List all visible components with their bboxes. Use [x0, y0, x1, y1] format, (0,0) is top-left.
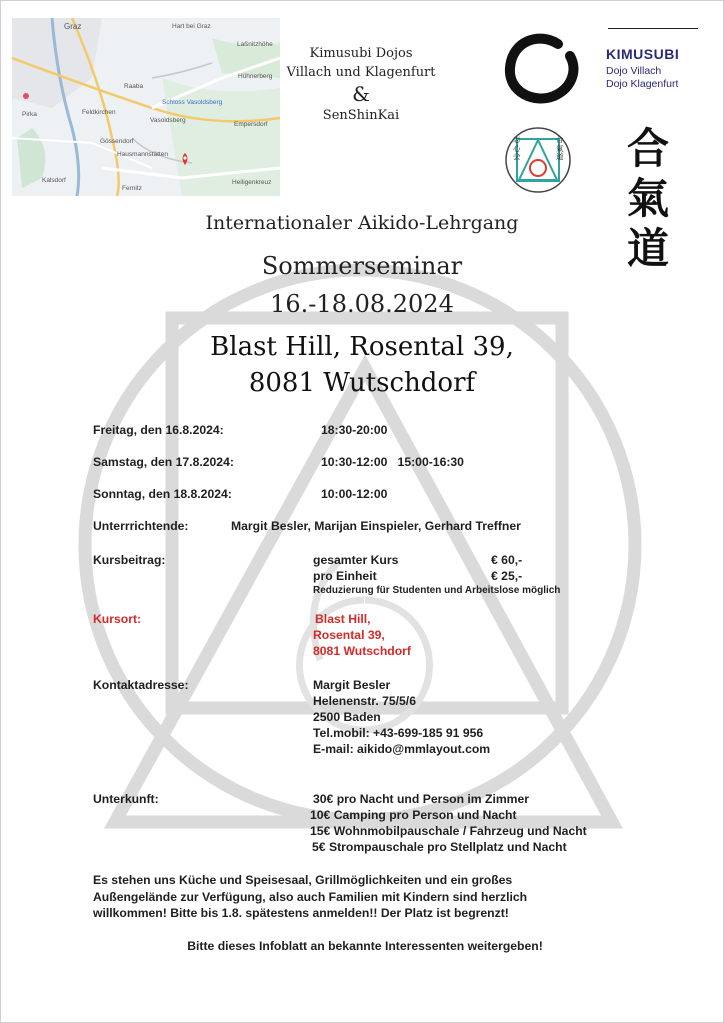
org-line-3: SenShinKai	[322, 108, 400, 123]
map-label: Graz	[64, 22, 82, 31]
map-label: Gössendorf	[100, 138, 134, 145]
map-label: Hart bei Graz	[172, 23, 211, 30]
schedule-day: Sonntag, den 18.8.2024:	[93, 487, 232, 501]
venue-title-line-2: 8081 Wutschdorf	[248, 368, 476, 398]
schedule-times: 10:00-12:00	[321, 487, 388, 501]
map-label: Laßnitzhöhe	[237, 41, 273, 48]
map-label: Fernitz	[122, 185, 142, 192]
enso-logo-icon	[500, 30, 584, 110]
map-label: Schloss Vasoldsberg	[162, 99, 223, 106]
info-line: willkommen! Bitte bis 1.8. spätestens anmelden!! Der Platz ist begrenzt!	[93, 906, 509, 920]
contact-line: Margit Besler	[313, 678, 391, 692]
ampersand: &	[352, 82, 370, 106]
map-label: Pirka	[22, 111, 37, 118]
kanji-char: 道	[626, 224, 669, 273]
seminar-dates: 16.-18.08.2024	[270, 290, 454, 318]
instructors-label: Unterrrichtende:	[93, 519, 189, 533]
event-type: Internationaler Aikido-Lehrgang	[205, 212, 519, 234]
kanji-char: 氣	[626, 174, 669, 223]
map-label: Vasoldsberg	[150, 117, 186, 124]
contact-line: Helenenstr. 75/5/6	[313, 694, 416, 708]
accommodation-line: 30€ pro Nacht und Person im Zimmer	[313, 792, 530, 806]
schedule-day: Samstag, den 17.8.2024:	[93, 455, 234, 469]
map-label: Feldkirchen	[82, 109, 116, 116]
map-label: Heiligenkreuz	[232, 179, 272, 186]
org-line-2: Villach und Klagenfurt	[286, 65, 436, 80]
accommodation-line: 10€ Camping pro Person und Nacht	[310, 808, 517, 822]
org-line-1: Kimusubi Dojos	[309, 46, 413, 61]
brand-rule	[608, 28, 698, 29]
location-map[interactable]	[12, 18, 280, 196]
map-graphic	[12, 18, 280, 196]
contact-email[interactable]: E-mail: aikido@mmlayout.com	[313, 742, 491, 756]
contact-label: Kontaktadresse:	[93, 678, 189, 692]
fee-price: € 60,-	[491, 553, 523, 567]
kanji-char: 合	[626, 124, 669, 173]
fee-note: Reduzierung für Studenten und Arbeitslose möglich	[313, 585, 561, 596]
brand-sub-2: Dojo Klagenfurt	[606, 78, 679, 90]
info-paragraph	[93, 872, 633, 922]
location-line: Rosental 39,	[313, 628, 385, 642]
seal-text-left: 志心会	[513, 135, 521, 161]
location-line: Blast Hill,	[315, 612, 371, 626]
accommodation-line: 5€ Strompauschale pro Stellplatz und Nacht	[312, 840, 567, 854]
footer-note: Bitte dieses Infoblatt an bekannte Interessenten weitergeben!	[187, 939, 543, 953]
instructors-names: Margit Besler, Marijan Einspieler, Gerhard Treffner	[231, 519, 521, 533]
accommodation-label: Unterkunft:	[93, 792, 159, 806]
fee-label: Kursbeitrag:	[93, 553, 166, 567]
aikido-kanji	[612, 124, 684, 274]
brand-sub-1: Dojo Villach	[606, 65, 662, 77]
info-line: Es stehen uns Küche und Speisesaal, Grillmöglichkeiten und ein großes	[93, 873, 513, 887]
location-label: Kursort:	[93, 612, 142, 626]
venue-title-line-1: Blast Hill, Rosental 39,	[210, 332, 514, 362]
info-line: Außengelände zur Verfügung, also auch Familien mit Kindern sind herzlich	[93, 889, 528, 904]
fee-item: gesamter Kurs	[313, 553, 399, 567]
schedule-times: 18:30-20:00	[321, 423, 388, 437]
fee-price: € 25,-	[491, 569, 523, 583]
map-label: Hühnerberg	[238, 73, 273, 80]
seminar-title: Sommerseminar	[261, 252, 463, 280]
location-line: 8081 Wutschdorf	[313, 644, 411, 658]
schedule-day: Freitag, den 16.8.2024:	[93, 423, 224, 437]
schedule-times: 10:30-12:00 15:00-16:30	[321, 455, 464, 469]
map-label: Empersdorf	[234, 121, 268, 128]
senshinkai-seal	[504, 126, 572, 194]
fee-item: pro Einheit	[313, 569, 377, 583]
map-label: Kalsdorf	[42, 177, 66, 184]
brand-name: KIMUSUBI	[606, 46, 680, 62]
organizers	[286, 44, 436, 125]
contact-line: 2500 Baden	[313, 710, 381, 724]
map-label: Raaba	[124, 83, 144, 90]
seal-text-right: 合氣道	[556, 135, 564, 161]
accommodation-line: 15€ Wohnmobilpauschale / Fahrzeug und Nacht	[310, 824, 587, 838]
contact-phone[interactable]: Tel.mobil: +43-699-185 91 956	[313, 726, 484, 740]
map-label: Hausmannstätten	[117, 151, 168, 158]
